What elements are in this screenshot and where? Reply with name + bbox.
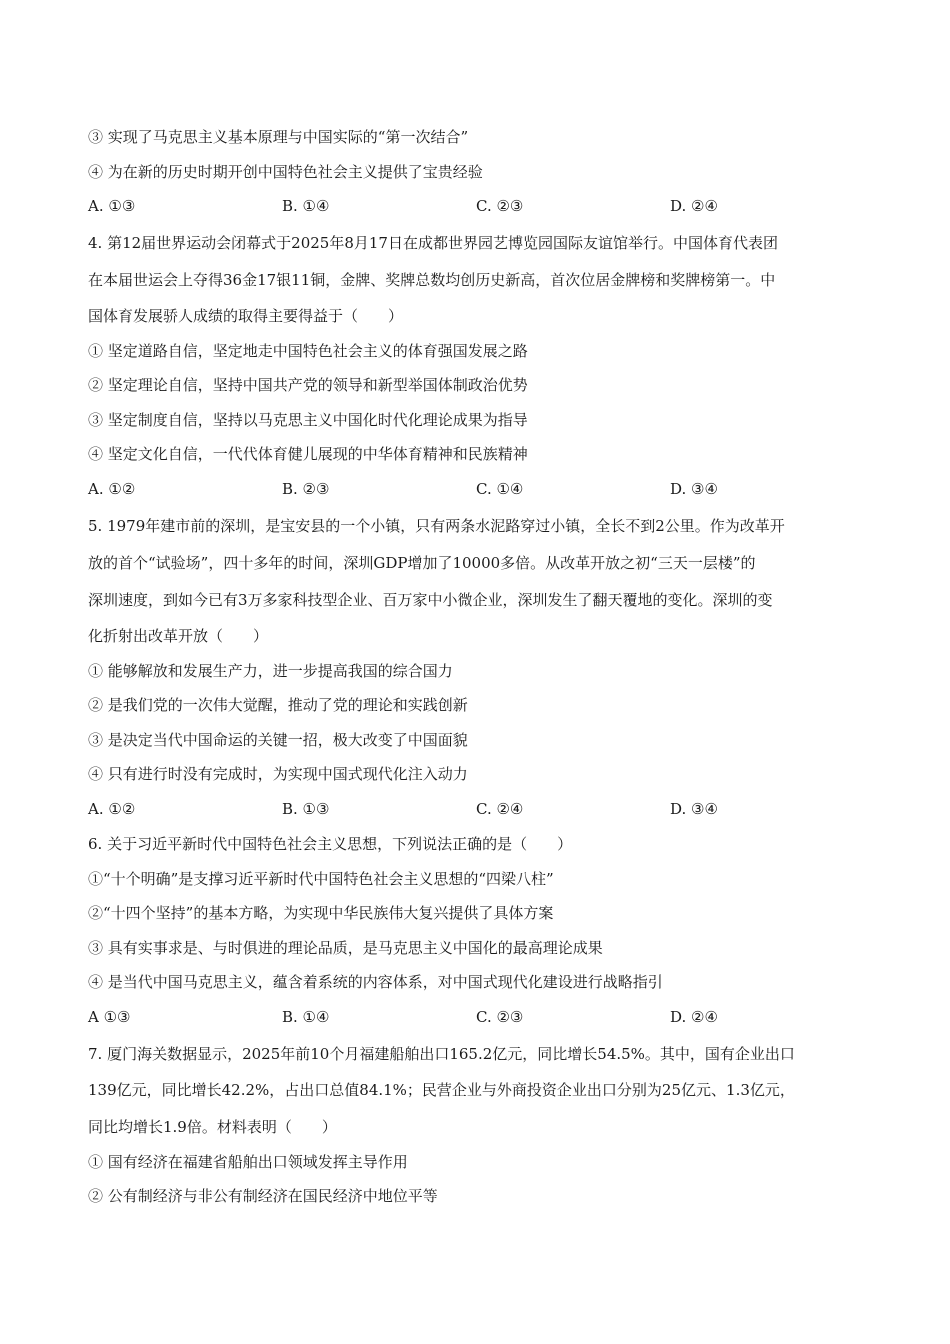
q4-stem-line-1: 4. 第12届世界运动会闭幕式于2025年8月17日在成都世界园艺博览园国际友谊馆举行。中国体育代表团 xyxy=(88,234,778,252)
q6-option-a[interactable]: A ①③ xyxy=(88,1008,131,1026)
q3-item-4: ④ 为在新的历史时期开创中国特色社会主义提供了宝贵经验 xyxy=(88,163,483,181)
q3-item-3: ③ 实现了马克思主义基本原理与中国实际的“第一次结合” xyxy=(88,128,469,146)
q3-options xyxy=(88,196,868,216)
q5-option-b[interactable]: B. ①③ xyxy=(282,800,330,818)
q5-stem-line-3: 深圳速度，到如今已有3万多家科技型企业、百万家中小微企业，深圳发生了翻天覆地的变化。深圳的变 xyxy=(88,591,773,609)
q5-stem-line-4: 化折射出改革开放（ ） xyxy=(88,627,269,645)
q5-stem-line-1: 5. 1979年建市前的深圳，是宝安县的一个小镇，只有两条水泥路穿过小镇，全长不到2公里。作为改革开 xyxy=(88,517,785,535)
q4-item-1: ① 坚定道路自信，坚定地走中国特色社会主义的体育强国发展之路 xyxy=(88,342,528,360)
q4-option-b[interactable]: B. ②③ xyxy=(282,480,330,498)
q4-options xyxy=(88,479,868,499)
q5-option-a[interactable]: A. ①② xyxy=(88,800,136,818)
q3-option-d[interactable]: D. ②④ xyxy=(670,197,718,215)
q7-stem-line-3: 同比均增长1.9倍。材料表明（ ） xyxy=(88,1118,337,1136)
q5-item-1: ① 能够解放和发展生产力，进一步提高我国的综合国力 xyxy=(88,662,453,680)
q5-item-4: ④ 只有进行时没有完成时，为实现中国式现代化注入动力 xyxy=(88,765,468,783)
q7-item-1: ① 国有经济在福建省船舶出口领域发挥主导作用 xyxy=(88,1153,408,1171)
q4-item-3: ③ 坚定制度自信，坚持以马克思主义中国化时代化理论成果为指导 xyxy=(88,411,528,429)
q6-option-c[interactable]: C. ②③ xyxy=(476,1008,524,1026)
q4-option-d[interactable]: D. ③④ xyxy=(670,480,718,498)
q4-stem-line-3: 国体育发展骄人成绩的取得主要得益于（ ） xyxy=(88,307,404,325)
q6-item-1: ①“十个明确”是支撑习近平新时代中国特色社会主义思想的“四梁八柱” xyxy=(88,870,554,888)
q4-item-2: ② 坚定理论自信，坚持中国共产党的领导和新型举国体制政治优势 xyxy=(88,376,528,394)
q7-item-2: ② 公有制经济与非公有制经济在国民经济中地位平等 xyxy=(88,1187,438,1205)
q5-option-d[interactable]: D. ③④ xyxy=(670,800,718,818)
q5-options xyxy=(88,799,868,819)
q6-item-3: ③ 具有实事求是、与时俱进的理论品质，是马克思主义中国化的最高理论成果 xyxy=(88,939,603,957)
q6-option-b[interactable]: B. ①④ xyxy=(282,1008,330,1026)
q4-stem-line-2: 在本届世运会上夺得36金17银11铜，金牌、奖牌总数均创历史新高，首次位居金牌榜和奖牌榜第一。中 xyxy=(88,271,776,289)
q6-item-4: ④ 是当代中国马克思主义，蕴含着系统的内容体系，对中国式现代化建设进行战略指引 xyxy=(88,973,663,991)
q5-stem-line-2: 放的首个“试验场”，四十多年的时间，深圳GDP增加了10000多倍。从改革开放之初“三天一层楼”的 xyxy=(88,554,756,572)
q6-stem-line-1: 6. 关于习近平新时代中国特色社会主义思想，下列说法正确的是（ ） xyxy=(88,835,573,853)
q7-stem-line-1: 7. 厦门海关数据显示，2025年前10个月福建船舶出口165.2亿元，同比增长54.5%。其中，国有企业出口 xyxy=(88,1045,795,1063)
q4-item-4: ④ 坚定文化自信，一代代体育健儿展现的中华体育精神和民族精神 xyxy=(88,445,528,463)
q5-option-c[interactable]: C. ②④ xyxy=(476,800,524,818)
q5-item-3: ③ 是决定当代中国命运的关键一招，极大改变了中国面貌 xyxy=(88,731,468,749)
q6-options xyxy=(88,1007,868,1027)
q4-option-c[interactable]: C. ①④ xyxy=(476,480,524,498)
q5-item-2: ② 是我们党的一次伟大觉醒，推动了党的理论和实践创新 xyxy=(88,696,468,714)
q3-option-a[interactable]: A. ①③ xyxy=(88,197,136,215)
q6-option-d[interactable]: D. ②④ xyxy=(670,1008,718,1026)
q6-item-2: ②“十四个坚持”的基本方略，为实现中华民族伟大复兴提供了具体方案 xyxy=(88,904,554,922)
q4-option-a[interactable]: A. ①② xyxy=(88,480,136,498)
q7-stem-line-2: 139亿元，同比增长42.2%，占出口总值84.1%；民营企业与外商投资企业出口分别为25亿元、1.3亿元， xyxy=(88,1081,795,1099)
q3-option-c[interactable]: C. ②③ xyxy=(476,197,524,215)
q3-option-b[interactable]: B. ①④ xyxy=(282,197,330,215)
